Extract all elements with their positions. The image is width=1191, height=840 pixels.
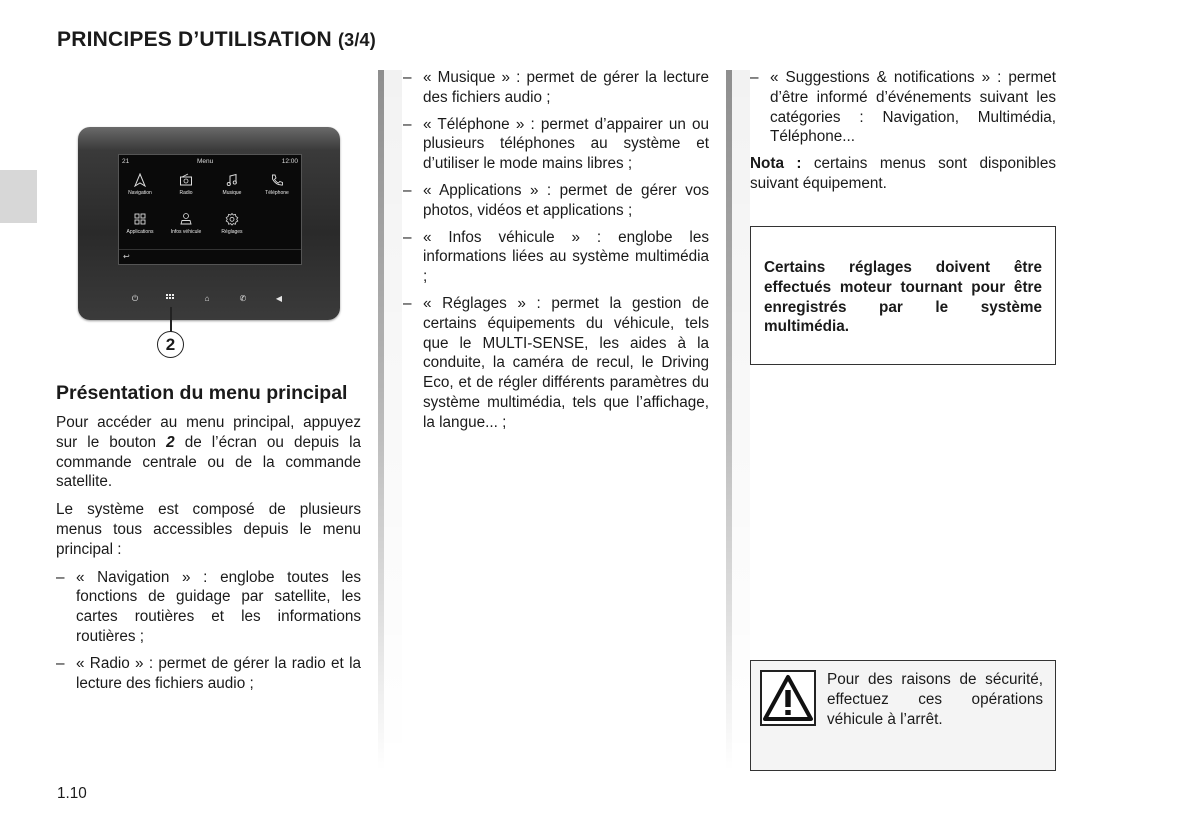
screen-status-title: Menu <box>197 158 214 165</box>
menu-item-label: Applications <box>126 229 154 235</box>
home-button-icon[interactable]: ⌂ <box>204 294 210 303</box>
voice-button-icon[interactable]: ✆ <box>239 294 247 303</box>
intro-paragraph <box>56 413 361 492</box>
menu-item-navigation[interactable] <box>119 173 161 196</box>
menu-item-label: Réglages <box>221 229 243 235</box>
screen-bottom-bar <box>119 249 301 264</box>
intro-bold-number: 2 <box>166 433 175 451</box>
menu-item-vehicle-info[interactable] <box>165 212 207 235</box>
warning-box <box>750 660 1056 771</box>
section-title: Présentation du menu principal <box>56 382 348 404</box>
multimedia-screen-illustration <box>78 127 340 320</box>
page-title-text: PRINCIPES D’UTILISATION <box>57 28 332 51</box>
power-button-icon[interactable]: ⏻ <box>131 294 139 303</box>
nota-label: Nota : <box>750 155 802 173</box>
left-column <box>56 381 361 700</box>
column-shadow-1 <box>384 70 402 770</box>
list-item-phone: – « Téléphone » : permet d’appairer un ou plusieurs téléphones au système et d’utiliser le mode mains libres ; <box>403 115 709 174</box>
intro-text-2: de l’écran ou depuis la commande centrale ou de la commande satellite. <box>56 433 361 491</box>
callout-number-2: 2 <box>157 331 184 358</box>
volume-button-icon[interactable]: ◀ <box>275 294 283 303</box>
menu-item-label: Téléphone <box>265 190 289 196</box>
screen-status-time: 12:00 <box>281 158 298 165</box>
screen-status-temperature: 21 <box>122 158 130 165</box>
multimedia-screen <box>118 154 302 265</box>
middle-column <box>403 68 709 440</box>
warning-triangle-icon <box>760 670 816 726</box>
menu-item-label: Navigation <box>128 190 152 196</box>
info-box <box>750 226 1056 365</box>
vehicle-info-icon <box>179 212 193 226</box>
nota-paragraph <box>750 154 1056 194</box>
list-item-settings: – « Réglages » : permet la gestion de certains équipements du véhicule, tels que le MULTI-SENSE, les aides à la conduite, la caméra de recul, le Driving Eco, et de régler différents paramètres du système multimédia, tels que l’affichage, la langue... ; <box>403 294 709 433</box>
menu-item-applications[interactable] <box>119 212 161 235</box>
chapter-tab <box>0 170 37 223</box>
left-menu-list <box>56 568 361 694</box>
list-item-applications: – « Applications » : permet de gérer vos photos, vidéos et applications ; <box>403 181 709 221</box>
intro-text-1: Pour accéder au menu principal, appuyez sur le bouton <box>56 414 361 451</box>
page-title <box>57 28 376 52</box>
music-note-icon <box>225 173 239 187</box>
list-item-vehicle-info: – « Infos véhicule » : englobe les informations liées au système multimédia ; <box>403 228 709 287</box>
list-item-navigation: – « Navigation » : englobe toutes les fonctions de guidage par satellite, les cartes routières et les informations routières ; <box>56 568 361 647</box>
menu-item-label: Radio <box>179 190 193 196</box>
navigation-arrow-icon <box>133 173 147 187</box>
nota-text: certains menus sont disponibles suivant équipement. <box>750 155 1056 192</box>
settings-gear-icon <box>225 212 239 226</box>
info-box-text: Certains réglages doivent être effectués moteur tournant pour être enregistrés par le système multimédia. <box>764 259 1042 336</box>
right-column <box>750 68 1056 202</box>
column-shadow-2 <box>732 70 750 770</box>
list-item-music: – « Musique » : permet de gérer la lecture des fichiers audio ; <box>403 68 709 108</box>
list-item-radio: – « Radio » : permet de gérer la radio et la lecture des fichiers audio ; <box>56 654 361 694</box>
callout-line <box>170 307 172 333</box>
menu-grid-button-icon[interactable] <box>163 294 177 305</box>
middle-menu-list <box>403 68 709 433</box>
apps-grid-icon <box>133 212 147 226</box>
menu-item-music[interactable] <box>211 173 253 196</box>
radio-icon <box>179 173 193 187</box>
phone-icon <box>270 173 284 187</box>
menu-item-settings[interactable] <box>211 212 253 235</box>
page-number: 1.10 <box>57 785 87 802</box>
warning-text-wrap <box>827 670 1043 729</box>
menu-item-label: Infos véhicule <box>170 229 202 235</box>
back-icon[interactable]: ↩ <box>123 252 130 261</box>
menu-item-phone[interactable] <box>256 173 298 196</box>
warning-text: Pour des raisons de sécurité, effectuez ces opérations véhicule à l’arrêt. <box>827 671 1043 728</box>
menu-item-radio[interactable] <box>165 173 207 196</box>
system-paragraph: Le système est composé de plusieurs menus tous accessibles depuis le menu principal : <box>56 501 361 558</box>
list-item-suggestions: – « Suggestions & notifications » : permet d’être informé d’événements suivant les catégories : Navigation, Multimédia, Téléphone... <box>750 68 1056 147</box>
right-menu-list <box>750 68 1056 147</box>
page-title-suffix: (3/4) <box>337 30 376 50</box>
menu-item-label: Musique <box>222 190 242 196</box>
